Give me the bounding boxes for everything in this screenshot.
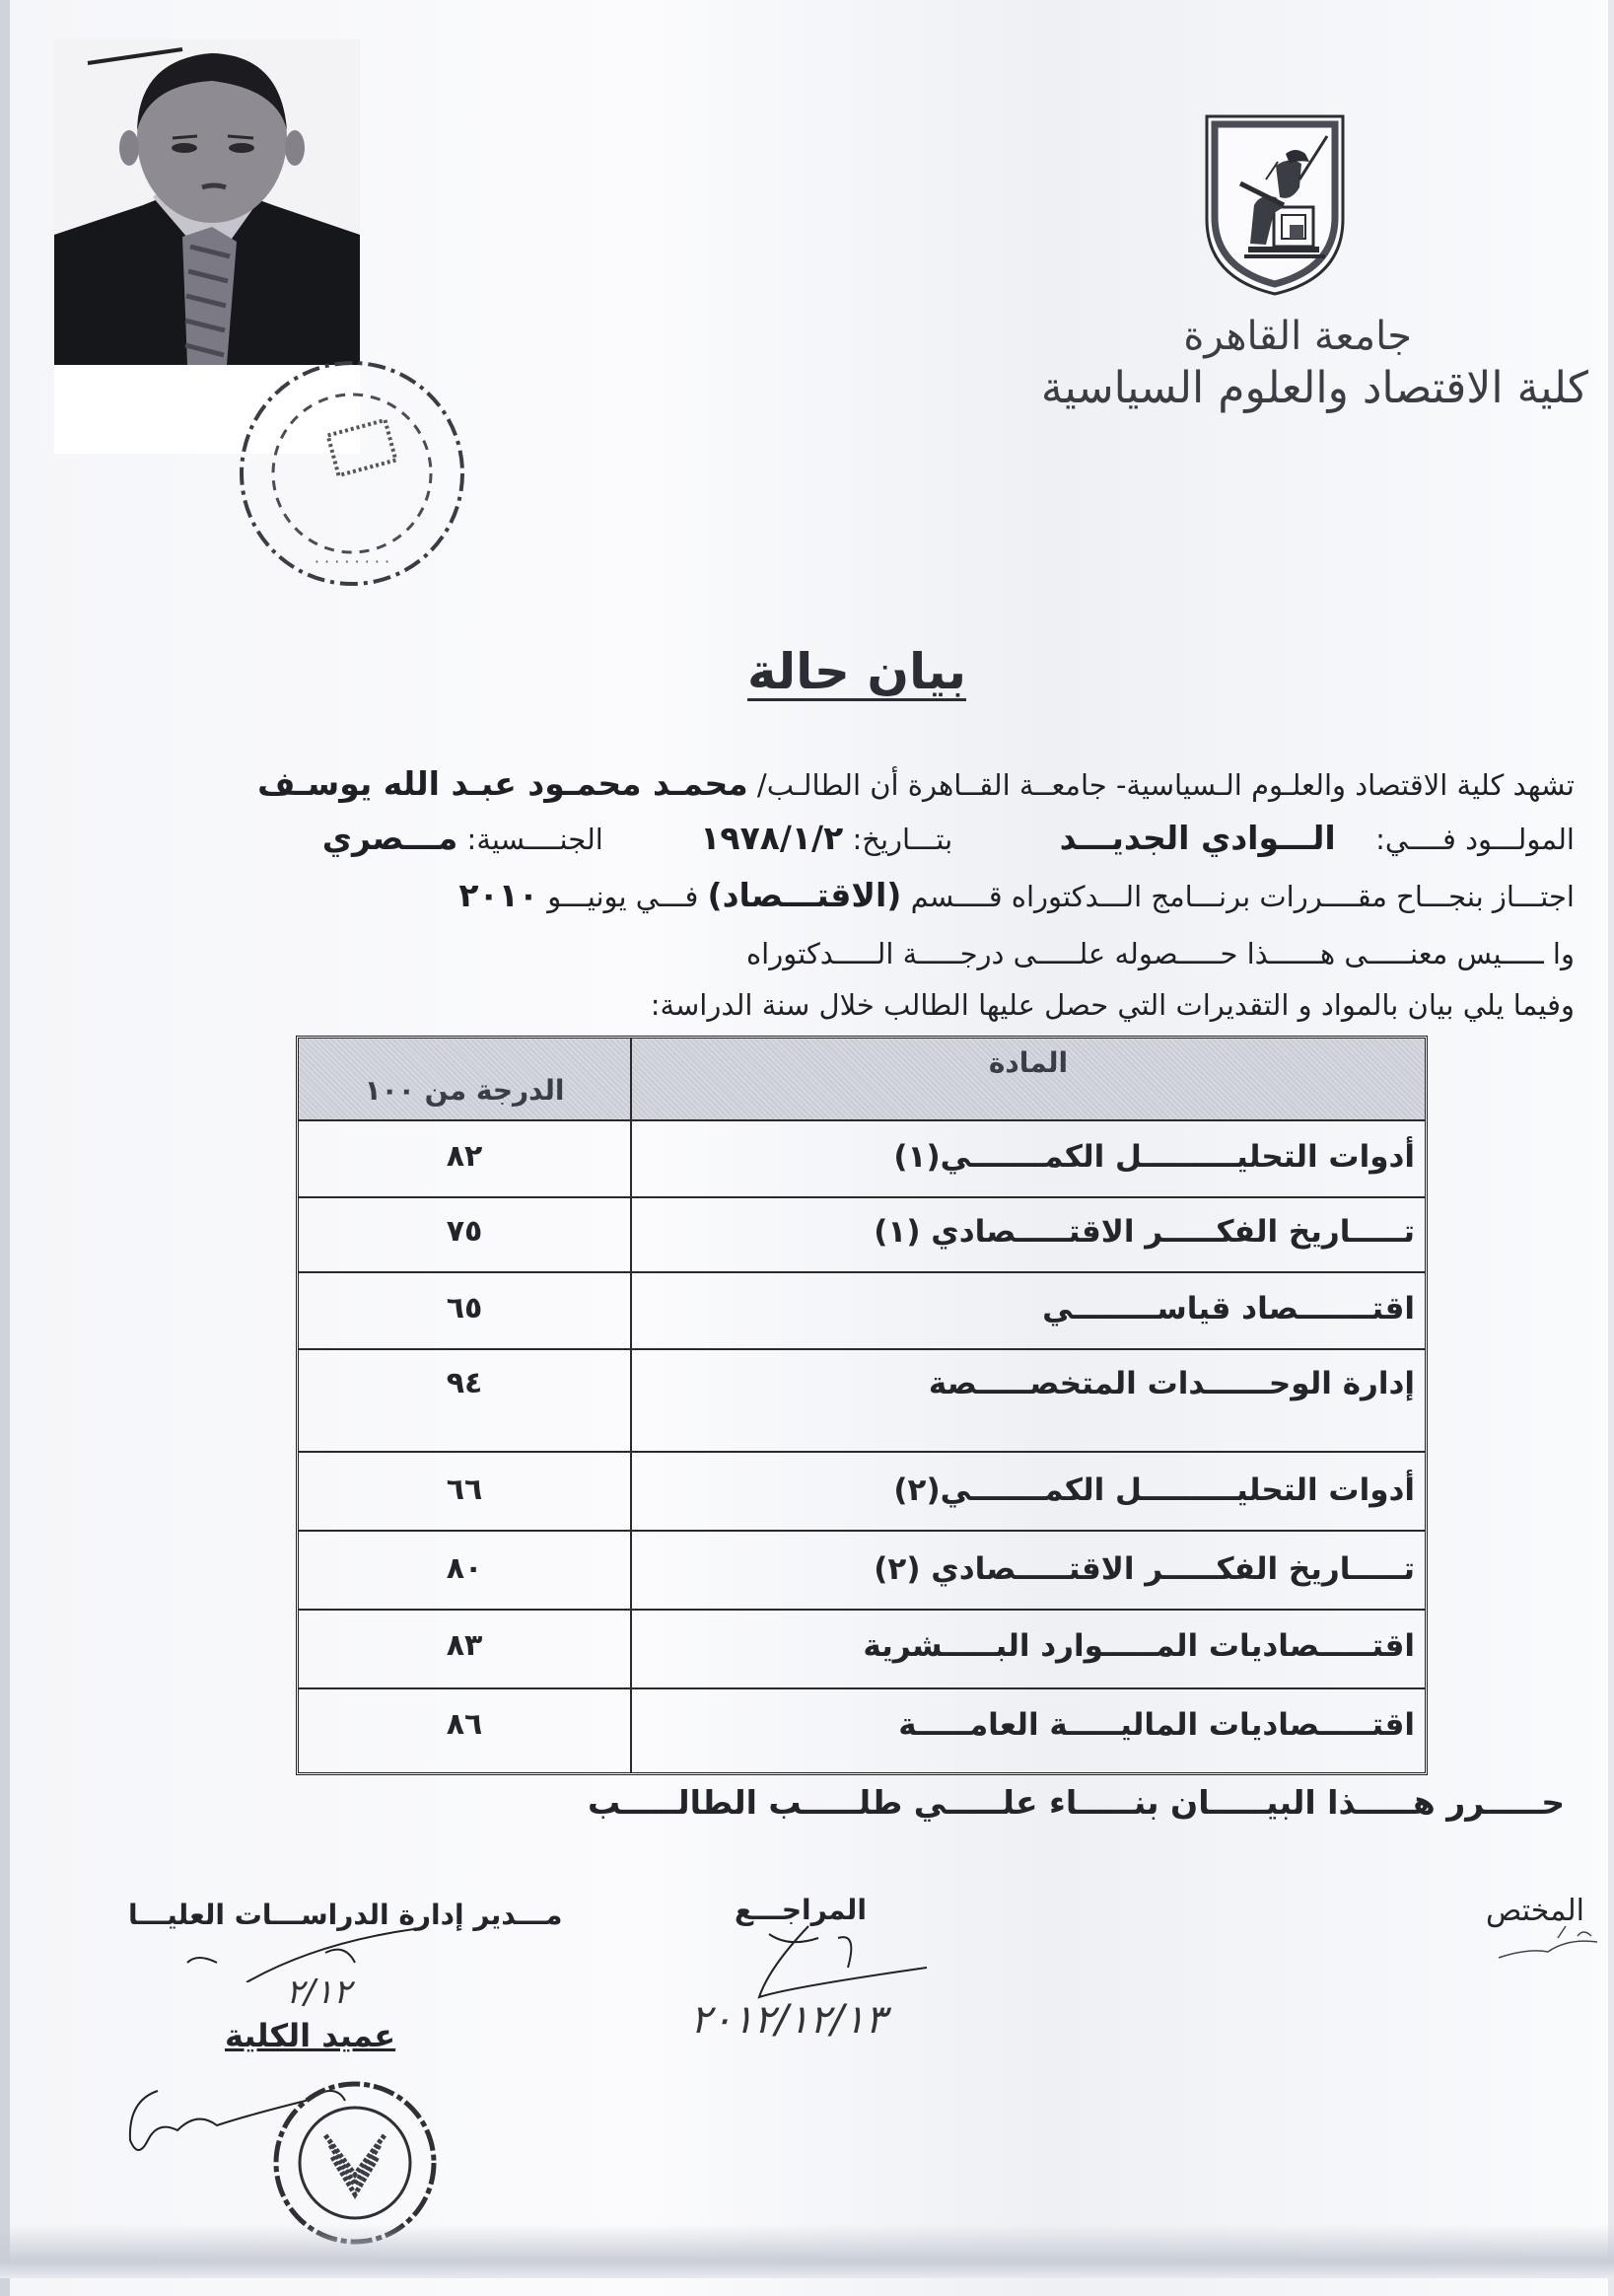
line1-prefix: تشهد كلية الاقتصاد والعلـوم الـسياسية- جامعــة القــاهرة أن الطالـب/ xyxy=(756,768,1575,802)
document-title: بيان حالة xyxy=(747,643,966,700)
table-row xyxy=(299,1121,1425,1198)
grade-cell xyxy=(299,1273,630,1348)
table-row xyxy=(299,1532,1425,1611)
line3-prefix: اجتـــاز بنجـــاح مقــــررات برنـــامج الـــدكتوراه قــــسم xyxy=(910,880,1575,913)
grade-cell xyxy=(299,1121,630,1196)
date-label: بتـــاريخ: xyxy=(852,823,953,856)
certificate-line-4 xyxy=(746,937,1575,970)
grade: ٨٣ xyxy=(446,1628,483,1663)
specialist-signature-icon xyxy=(1489,1918,1607,1972)
header-subject: المادة xyxy=(988,1046,1069,1079)
table-row xyxy=(299,1350,1425,1453)
cairo-university-logo-icon xyxy=(1201,110,1349,298)
grade: ٨٠ xyxy=(446,1551,483,1586)
grade-cell xyxy=(299,1532,630,1609)
table-row xyxy=(299,1273,1425,1350)
grade: ٦٦ xyxy=(446,1472,483,1507)
grade: ٩٤ xyxy=(446,1366,483,1400)
department: (الاقتـــصاد) xyxy=(707,876,902,914)
header-subject-cell xyxy=(630,1039,1425,1119)
table-row xyxy=(299,1198,1425,1273)
reviewer-label: المراجـــع xyxy=(735,1894,867,1926)
table-row xyxy=(299,1453,1425,1532)
subject: اقتـــــصاديات الماليـــــة العامـــــة xyxy=(898,1707,1415,1743)
subject: تـــــاريخ الفكـــــر الاقتـــــصادي (١) xyxy=(874,1214,1415,1250)
line4-text: وا ـــــيس معنـــــى هــــــذا حـــــصوله علـــــى درجـــــة الـــــدكتوراه xyxy=(745,937,1575,970)
scan-edge-bottom xyxy=(0,2224,1614,2278)
subject-cell xyxy=(630,1532,1425,1609)
student-name: محمـد محمـود عبـد الله يوسـف xyxy=(257,764,748,803)
born-in-label: المولـــود فــــي: xyxy=(1375,823,1575,856)
reviewer-signature-icon xyxy=(690,1918,947,2070)
university-name: جامعة القاهرة xyxy=(1183,314,1412,359)
specialist-label: المختص xyxy=(1486,1894,1584,1928)
svg-text:· · · · · · · ·: · · · · · · · · xyxy=(314,552,390,571)
nationality: مـــصري xyxy=(321,819,458,857)
issued-on-request-note: حـــــرر هـــــذا البيـــــان بنـــــاء علـــــي طلـــــب الطالـــــب xyxy=(587,1783,1565,1822)
grade: ٨٢ xyxy=(446,1139,483,1174)
subject-cell xyxy=(630,1198,1425,1271)
grade-cell xyxy=(299,1198,630,1271)
grade-cell xyxy=(299,1453,630,1530)
scan-edge-left xyxy=(0,0,10,2296)
table-row xyxy=(299,1611,1425,1689)
grades-table xyxy=(296,1036,1428,1775)
table-row xyxy=(299,1689,1425,1772)
birthplace: الـــوادي الجديـــد xyxy=(1059,819,1336,857)
director-signature-icon xyxy=(177,1923,414,2012)
subject: أدوات التحليـــــــــل الكمـــــــي(٢) xyxy=(893,1472,1415,1508)
header-grade-cell xyxy=(299,1039,630,1119)
line3-mid: فـــي يونيـــو xyxy=(547,880,699,913)
certificate-line-3 xyxy=(458,876,1575,914)
subject-cell xyxy=(630,1689,1425,1772)
subject-cell xyxy=(630,1121,1425,1196)
faculty-seal-top-icon xyxy=(229,350,475,601)
grade: ٧٥ xyxy=(446,1214,483,1249)
grade-cell xyxy=(299,1350,630,1451)
subject-cell xyxy=(630,1273,1425,1348)
scan-edge-right xyxy=(1608,0,1614,2296)
faculty-name: كلية الاقتصاد والعلوم السياسية xyxy=(1040,363,1588,413)
reviewer-date: ٢٠١٢/١٢/١٣ xyxy=(690,1997,886,2043)
graduation-year: ٢٠١٠ xyxy=(458,876,538,914)
certificate-line-5 xyxy=(651,988,1575,1022)
certificate-line-1 xyxy=(257,764,1575,803)
table-header-row xyxy=(299,1039,1425,1121)
grade-cell xyxy=(299,1611,630,1687)
subject-cell xyxy=(630,1350,1425,1451)
certificate-line-2 xyxy=(322,819,1575,857)
subject: اقتـــــــصاد قياســــــــي xyxy=(1042,1291,1415,1327)
grade: ٨٦ xyxy=(446,1707,483,1742)
birth-date: ١٩٧٨/١/٢ xyxy=(700,819,844,857)
subject: اقتـــــصاديات المـــــوارد البـــــشرية xyxy=(863,1628,1415,1664)
subject-cell xyxy=(630,1611,1425,1687)
grade-cell xyxy=(299,1689,630,1772)
director-date: ٢/١٢ xyxy=(286,1973,352,2012)
dean-label: عميد الكلية xyxy=(225,2017,396,2054)
subject: تـــــاريخ الفكـــــر الاقتـــــصادي (٢) xyxy=(874,1551,1415,1587)
subject-cell xyxy=(630,1453,1425,1530)
grade: ٦٥ xyxy=(446,1291,483,1326)
nationality-label: الجنــــسية: xyxy=(466,823,603,856)
subject: إدارة الوحــــــدات المتخصـــــصة xyxy=(928,1366,1415,1401)
line5-text: وفيما يلي بيان بالمواد و التقديرات التي حصل عليها الطالب خلال سنة الدراسة: xyxy=(650,988,1575,1022)
director-label: مـــدير إدارة الدراســـات العليـــا xyxy=(128,1899,563,1931)
header-grade: الدرجة من ١٠٠ xyxy=(364,1074,565,1107)
subject: أدوات التحليـــــــــل الكمـــــــي(١) xyxy=(893,1139,1415,1175)
